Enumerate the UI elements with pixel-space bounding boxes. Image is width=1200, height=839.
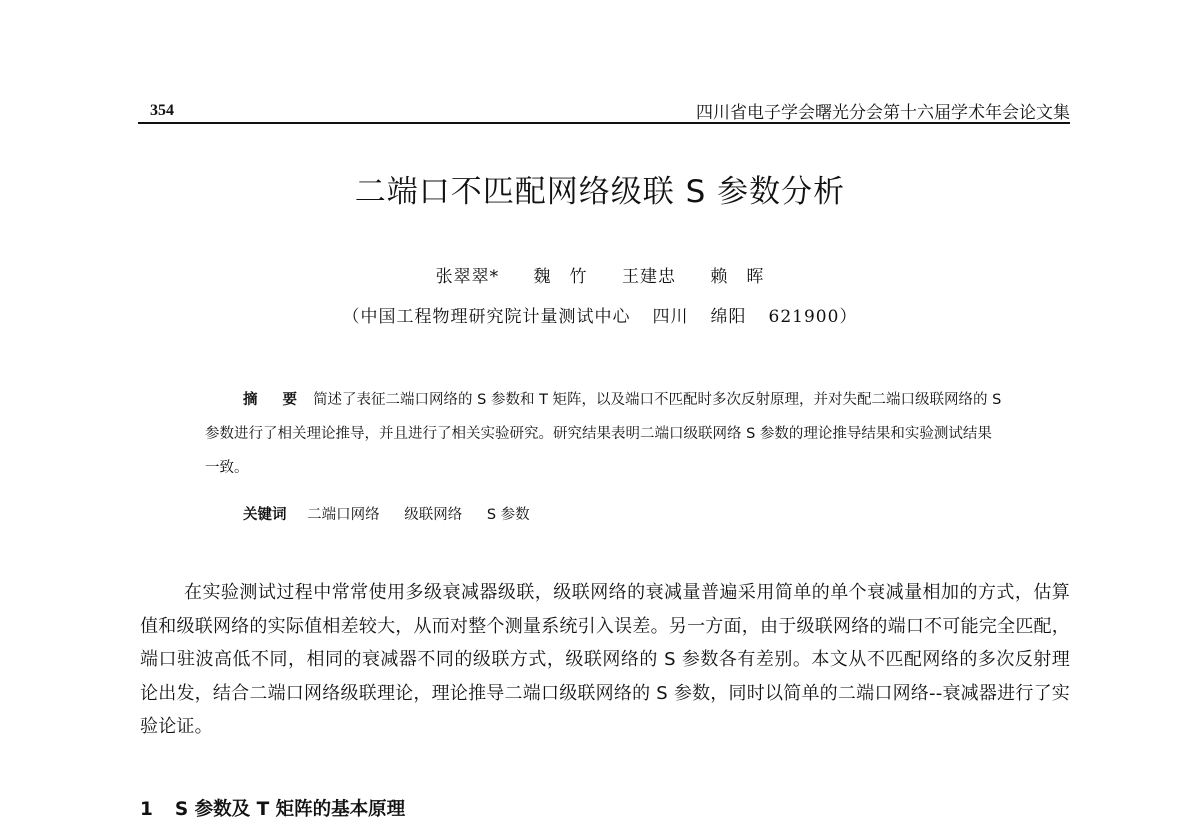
page-header: [138, 96, 1070, 124]
keywords: [243, 503, 550, 524]
page-number: 354: [150, 102, 174, 119]
running-head: 四川省电子学会曙光分会第十六届学术年会论文集: [696, 103, 1070, 123]
paper-title: 二端口不匹配网络级联 S 参数分析: [354, 174, 846, 210]
section-number: 1: [140, 799, 153, 820]
affiliation: [0, 302, 1200, 327]
abstract-label: 摘 要: [243, 392, 308, 408]
affiliation-city: 绵阳: [710, 307, 747, 327]
author: 赖 晖: [710, 267, 765, 287]
author: 王建忠: [621, 267, 676, 287]
affiliation-province: 四川: [652, 307, 689, 327]
affiliation-institution: 中国工程物理研究院计量测试中心: [360, 307, 631, 327]
author: 魏 竹: [533, 267, 588, 287]
author: 张翠翠*: [435, 267, 500, 287]
keywords-label: 关键词: [243, 507, 287, 523]
abstract-text: 简述了表征二端口网络的 S 参数和 T 矩阵，以及端口不匹配时多次反射原理，并对失配二端口级联网络的 S 参数进行了相关理论推导，并且进行了相关实验研究。研究结果表明二端口级联网络 S 参数的理论推导结果和实验测试结果一致。: [205, 392, 1002, 476]
affiliation-close-paren: ）: [839, 307, 858, 327]
section-heading: [140, 795, 405, 821]
keyword: 二端口网络: [307, 507, 380, 523]
author-list: [0, 262, 1200, 287]
affiliation-open-paren: （: [342, 307, 361, 327]
affiliation-postcode: 621900: [768, 307, 840, 327]
abstract: [205, 383, 1005, 485]
body-text: [140, 576, 1070, 744]
keyword: S 参数: [486, 507, 530, 523]
keyword: 级联网络: [404, 507, 463, 523]
intro-paragraph: 在实验测试过程中常常使用多级衰减器级联，级联网络的衰减量普遍采用简单的单个衰减量相加的方式，估算值和级联网络的实际值相差较大，从而对整个测量系统引入误差。另一方面，由于级联网络的端口不可能完全匹配，端口驻波高低不同，相同的衰减器不同的级联方式，级联网络的 S 参数各有差别。本文从不匹配网络的多次反射理论出发，结合二端口网络级联理论，理论推导二端口级联网络的 S 参数，同时以简单的二端口网络--衰减器进行了实验论证。: [140, 582, 1070, 737]
section-title: S 参数及 T 矩阵的基本原理: [174, 799, 406, 820]
